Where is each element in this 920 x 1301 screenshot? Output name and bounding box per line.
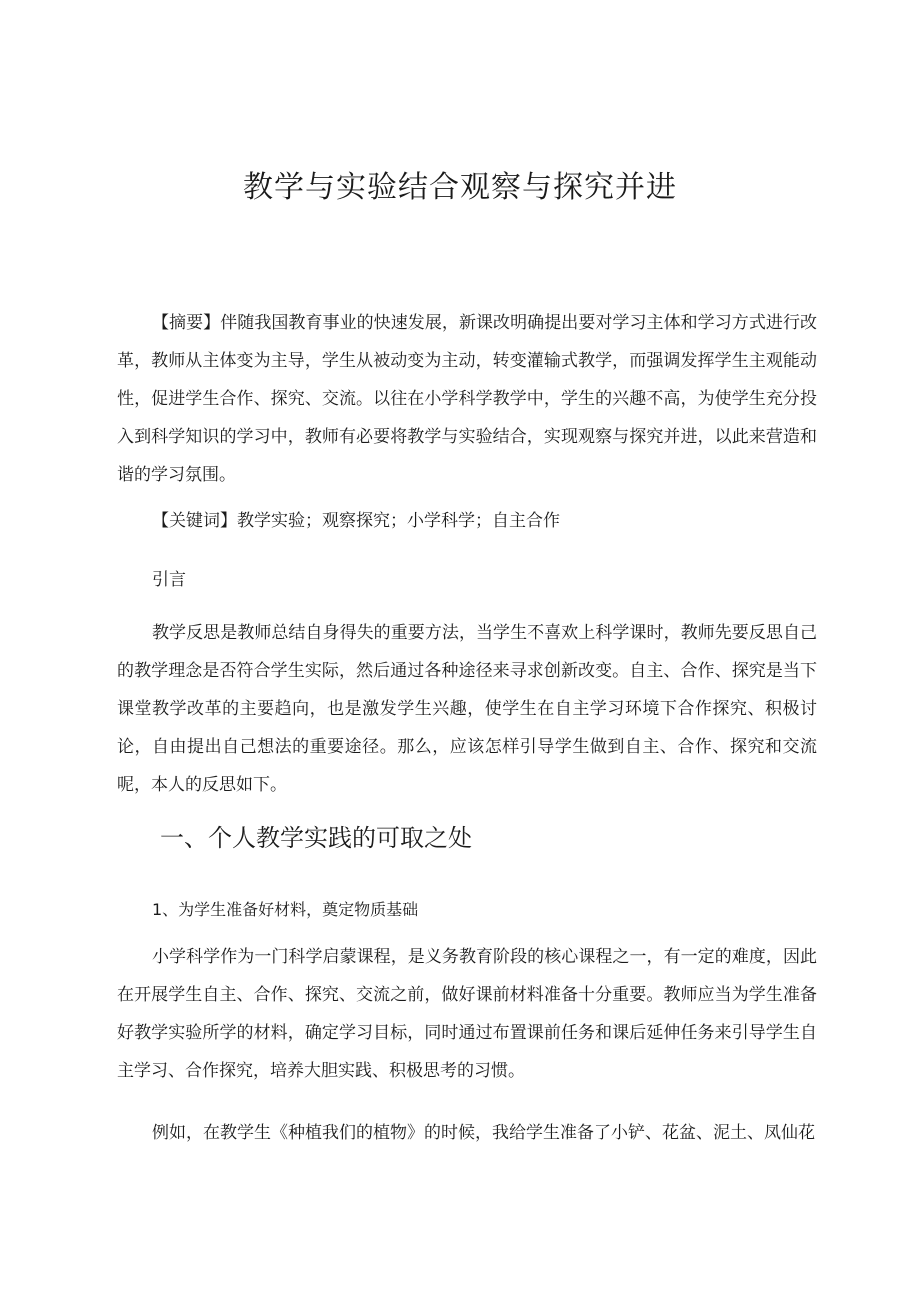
subsection-paragraph-2: 例如，在教学生《种植我们的植物》的时候，我给学生准备了小铲、花盆、泥土、凤仙花 <box>152 1123 815 1143</box>
subsection-heading-1: 1、为学生准备好材料，奠定物质基础 <box>152 900 419 919</box>
page-title: 教学与实验结合观察与探究并进 <box>243 170 677 205</box>
abstract-paragraph: 【摘要】伴随我国教育事业的快速发展，新课改明确提出要对学习主体和学习方式进行改革，教师从主体变为主导，学生从被动变为主动，转变灌输式教学，而强调发挥学生主观能动性，促进学生合作、探究、交流。以往在小学科学教学中，学生的兴趣不高，为使学生充分投入到科学知识的学习中，教师有必要将教学与实验结合，实现观察与探究并进，以此来营造和谐的学习氛围。 <box>117 313 817 485</box>
keywords-paragraph: 【关键词】教学实验；观察探究；小学科学；自主合作 <box>152 511 560 531</box>
intro-heading: 引言 <box>152 570 186 590</box>
section-heading-1: 一、个人教学实践的可取之处 <box>160 824 472 852</box>
subsection-paragraph-1: 小学科学作为一门科学启蒙课程，是义务教育阶段的核心课程之一，有一定的难度，因此在开展学生自主、合作、探究、交流之前，做好课前材料准备十分重要。教师应当为学生准备好教学实验所学的材料，确定学习目标，同时通过布置课前任务和课后延伸任务来引导学生自主学习、合作探究，培养大胆实践、积极思考的习惯。 <box>117 947 817 1081</box>
intro-paragraph: 教学反思是教师总结自身得失的重要方法，当学生不喜欢上科学课时，教师先要反思自己的教学理念是否符合学生实际，然后通过各种途径来寻求创新改变。自主、合作、探究是当下课堂教学改革的主要趋向，也是激发学生兴趣，使学生在自主学习环境下合作探究、积极讨论，自由提出自己想法的重要途径。那么，应该怎样引导学生做到自主、合作、探究和交流呢，本人的反思如下。 <box>117 623 817 795</box>
